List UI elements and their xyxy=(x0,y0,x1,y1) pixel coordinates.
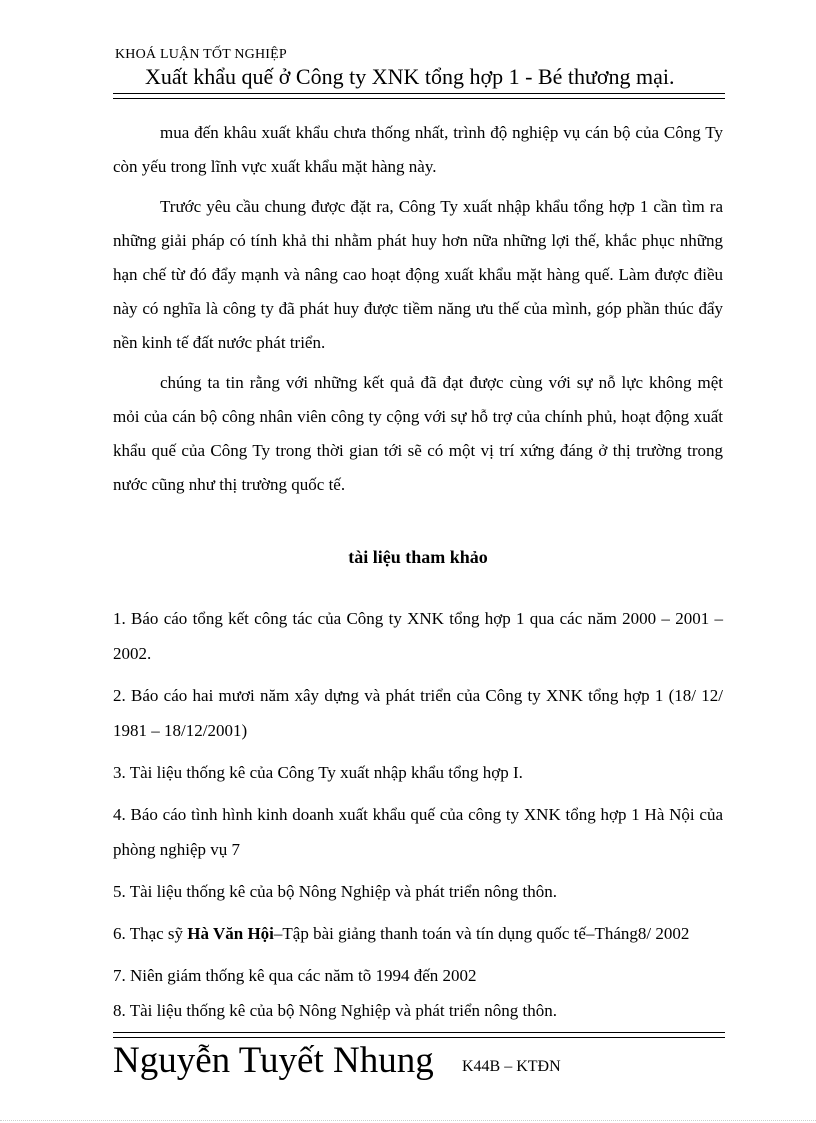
paragraph: mua đến khâu xuất khẩu chưa thống nhất, trình độ nghiệp vụ cán bộ của Công Ty còn yếu trong lĩnh vực xuất khẩu mặt hàng này. xyxy=(113,123,723,176)
reference-item: 5. Tài liệu thống kê của bộ Nông Nghiệp và phát triển nông thôn. xyxy=(113,882,557,901)
reference-item: 3. Tài liệu thống kê của Công Ty xuất nhập khẩu tổng hợp I. xyxy=(113,763,523,782)
paragraph: Trước yêu cầu chung được đặt ra, Công Ty xuất nhập khẩu tổng hợp 1 cần tìm ra những giải pháp có tính khả thi nhằm phát huy hơn nữa những lợi thế, khắc phục những hạn chế từ đó đẩy mạnh và nâng cao hoạt động xuất khẩu mặt hàng quế. Làm được điều này có nghĩa là công ty đã phát huy được tiềm năng ưu thế của mình, góp phần thúc đẩy nền kinh tế đất nước phát triển. xyxy=(113,197,723,352)
class-code: K44B – KTĐN xyxy=(462,1058,561,1075)
reference-prefix: 6. Thạc sỹ xyxy=(113,924,188,943)
running-title: Xuất khẩu quế ở Công ty XNK tổng hợp 1 - Bé thương mại. xyxy=(145,64,675,89)
header-rule xyxy=(113,93,725,94)
reference-item: 8. Tài liệu thống kê của bộ Nông Nghiệp và phát triển nông thôn. xyxy=(113,1001,557,1020)
reference-item: 4. Báo cáo tình hình kinh doanh xuất khẩu quế của công ty XNK tổng hợp 1 Hà Nội của phòng nghiệp vụ 7 xyxy=(113,805,723,859)
reference-item: 7. Niên giám thống kê qua các năm tõ 1994 đến 2002 xyxy=(113,966,477,985)
references-heading: tài liệu tham khảo xyxy=(348,547,488,567)
footer-rule xyxy=(113,1032,725,1033)
reference-author: Hà Văn Hội xyxy=(187,924,274,943)
reference-item xyxy=(113,916,723,951)
paragraph: chúng ta tin rằng với những kết quả đã đạt được cùng với sự nỗ lực không mệt mỏi của cán bộ công nhân viên công ty cộng với sự hỗ trợ của chính phủ, hoạt động xuất khẩu quế của Công Ty trong thời gian tới sẽ có một vị trí xứng đáng ở thị trường trong nước cũng như thị trường quốc tế. xyxy=(113,373,723,494)
body-text xyxy=(113,116,723,508)
reference-item: 1. Báo cáo tổng kết công tác của Công ty XNK tổng hợp 1 qua các năm 2000 – 2001 – 2002. xyxy=(113,609,723,663)
page-edge xyxy=(0,1120,816,1121)
references-list xyxy=(113,601,723,1028)
footer-rule-thin xyxy=(113,1037,725,1038)
thesis-label: KHOÁ LUẬN TỐT NGHIỆP xyxy=(115,47,287,62)
reference-item: 2. Báo cáo hai mươi năm xây dựng và phát triển của Công ty XNK tổng hợp 1 (18/ 12/ 1981 – 18/12/2001) xyxy=(113,686,723,740)
author-name: Nguyễn Tuyết Nhung xyxy=(113,1040,434,1081)
header-rule-thin xyxy=(113,98,725,99)
reference-suffix: –Tập bài giảng thanh toán và tín dụng quốc tế–Tháng8/ 2002 xyxy=(273,924,690,943)
